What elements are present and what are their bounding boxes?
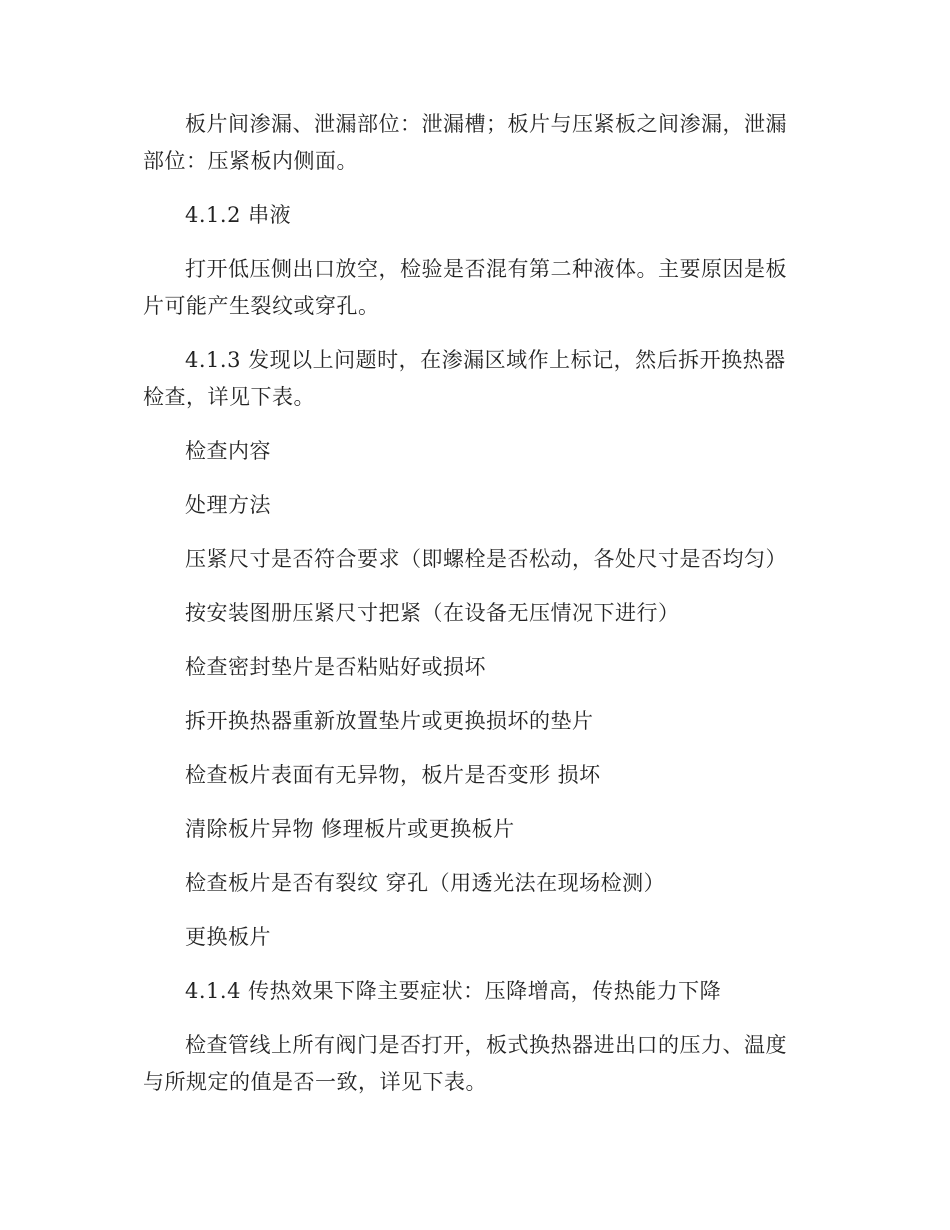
check-item-plate-crack: 检查板片是否有裂纹 穿孔（用透光法在现场检测）	[185, 871, 666, 895]
paragraph-cross-flow: 打开低压侧出口放空，检验是否混有第二种液体。主要原因是板片可能产生裂纹或穿孔。	[143, 257, 787, 318]
treatment-gasket: 拆开换热器重新放置垫片或更换损坏的垫片	[185, 709, 594, 733]
heading-4-1-2: 4.1.2 串液	[185, 203, 292, 227]
check-item-plate-surface: 检查板片表面有无异物，板片是否变形 损坏	[185, 763, 601, 787]
check-item-compression: 压紧尺寸是否符合要求（即螺栓是否松动，各处尺寸是否均匀）	[185, 547, 787, 571]
treatment-plate-surface: 清除板片异物 修理板片或更换板片	[185, 817, 515, 841]
table-header-check-content: 检查内容	[185, 439, 271, 463]
paragraph-leakage-location: 板片间渗漏、泄漏部位：泄漏槽；板片与压紧板之间渗漏，泄漏部位：压紧板内侧面。	[143, 112, 787, 173]
paragraph-valve-check: 检查管线上所有阀门是否打开，板式换热器进出口的压力、温度与所规定的值是否一致，详见下表。	[143, 1033, 787, 1094]
treatment-plate-crack: 更换板片	[185, 925, 271, 949]
heading-4-1-4: 4.1.4 传热效果下降主要症状：压降增高，传热能力下降	[185, 979, 722, 1003]
heading-4-1-3: 4.1.3 发现以上问题时，在渗漏区域作上标记，然后拆开换热器检查，详见下表。	[143, 348, 786, 409]
table-header-treatment: 处理方法	[185, 493, 271, 517]
treatment-compression: 按安装图册压紧尺寸把紧（在设备无压情况下进行）	[185, 601, 680, 625]
document-body	[143, 106, 807, 1118]
check-item-gasket: 检查密封垫片是否粘贴好或损坏	[185, 655, 486, 679]
